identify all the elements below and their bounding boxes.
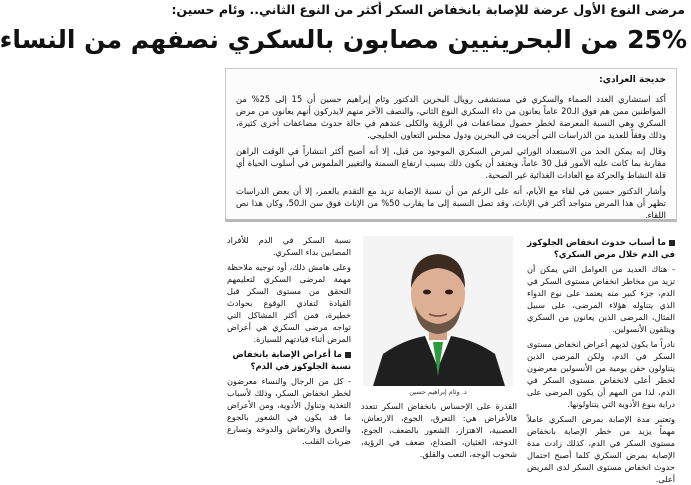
question-text: ما أعراض الإصابة بانخفاض نسبة الجلوكوز في الدم؟ <box>232 349 351 371</box>
left-column <box>227 234 351 480</box>
body-paragraph: - هناك العديد من العوامل التي يمكن أن تزيد من مخاطر انخفاض مستوى السكر في الدم، جزء كبير منه يعتمد على نوع الدواء الذي يتناوله هؤلاء المرضى، على سبيل المثال، المرضى الذين يعانون من السكري ويتلقون الأنسولين. <box>527 264 675 334</box>
body-paragraph: نسبة السكر في الدم للأفراد المصابين بداء السكري. <box>227 235 351 257</box>
article-kicker: مرضى النوع الأول عرضة للإصابة بانخفاض السكر أكثر من النوع الثاني.. وئام حسين: <box>171 2 685 17</box>
lead-paragraph: وقال إنه يمكن الحد من الاستعداد الوراثي لمرض السكري الموجود من قبل، إلا أنه أصبح أكثر انتشاراً في الوقت الراهن مقارنة بما كانت عليه الأمور قبل 30 عاماً، ويعتقد أن يكون ذلك بسبب ارتفاع السمنة والتغيير الملموس في أسلوب الحياة أي قلة النشاط والحركة مع العادات الغذائية غير الصحية. <box>236 146 666 180</box>
author-byline: خديجة العرادي: <box>599 75 666 85</box>
doctor-portrait-photo <box>363 236 513 386</box>
lead-box <box>225 68 677 222</box>
body-paragraph: وتعتبر مدة الإصابة بمرض السكري عاملاً مهماً يزيد من خطر الإصابة بانخفاض مستوى السكر في الدم، كذلك زادت مدة الإصابة بمرض السكري كلما أصبح احتمال حدوث انخفاض مستوى السكر لدى المريض أعلى. <box>527 414 675 484</box>
lead-paragraph: وأشار الدكتور حسين في لقاء مع الأيام، أنه على الرغم من أن نسبة الإصابة تزيد مع التقدم بالعمر، إلا أن بعض الدراسات تظهر أن هذا المرض متواجد أكثر في الإناث، وقد تصل النسبة إلى ما يقارب 50% من الإناث فوق سن الـ50، وكان هذا نص اللقاء. <box>236 186 666 220</box>
body-paragraph: القدرة على الإحساس بانخفاض السكر تتعدد فالأعراض هي: التعرق، الجوع، الارتعاش، العصبية، الاهتزاز، الشعور بالضعف، الجوع، الدوخة، الغثيان، الصداع، ضعف في الرؤية، شحوب الوجه، التعب والقلق. <box>361 401 517 459</box>
question-text: ما أسباب حدوث انخفاض الجلوكوز في الدم خلال مرض السكري؟ <box>527 237 675 259</box>
lead-paragraph: أكد استشاري الغدد الصماء والسكري في مستشفى رويال البحرين الدكتور وئام إبراهيم حسين أن 15 إلى 25% من المواطنين ممن هم فوق الـ20 عاماً يعانون من داء السكري النوع الثاني، والنصف الآخر منهم لايدركون أنهم يعانون من مرض السكري وهي النسبة المعرضة لخطر حصول مضاعفات في الرؤية والكلى عندهم في حالة حدوث مضاعفات أخرى كثيرة، وذلك وفقاً للعديد من الدراسات التي أجريت في البحرين ودول مجلس التعاون الخليجي. <box>236 94 667 140</box>
middle-column <box>361 400 517 480</box>
article-headline: 25% من البحرينيين مصابون بالسكري نصفهم من النساء <box>0 25 687 54</box>
bullet-icon <box>669 240 675 246</box>
body-paragraph: وعلى هامش ذلك، أود توجيه ملاحظة مهمة لمرضى السكري لتعليمهم التحقق من مستوى السكر قبل القيادة لتفادي الوقوع بحوادث خطيرة، فمن أكثر المشاكل التي تواجه مرضى السكري هي أعراض المرض أثناء قيادتهم للسيارة. <box>227 262 351 344</box>
question-heading <box>527 236 675 260</box>
photo-caption: د. وئام إبراهيم حسين <box>409 388 467 396</box>
body-paragraph: - كل من الرجال والنساء معرضون لخطر انخفاض السكر، وذلك لأسباب التغذية وتناول الأدوية، ومن الأعراض ما قد يكون في الشعور بالجوع والتعرق والارتعاش والدوخة وتسارع ضربات القلب. <box>227 376 351 446</box>
right-column <box>527 234 675 484</box>
question-heading <box>227 348 351 372</box>
bullet-icon <box>345 352 351 358</box>
portrait-icon <box>363 236 513 386</box>
body-paragraph: نادراً ما يكون لديهم أعراض انخفاض مستوى السكر في الدم، ولكن المرضى الذين يتناولون حقن يومية من الأنسولين معرضون لخطر أعلى لانخفاض مستوى السكر في الدم، لذا من المهم أن يكون المرضى على دراية بنوع الأدوية التي يتناولونها. <box>527 339 675 409</box>
